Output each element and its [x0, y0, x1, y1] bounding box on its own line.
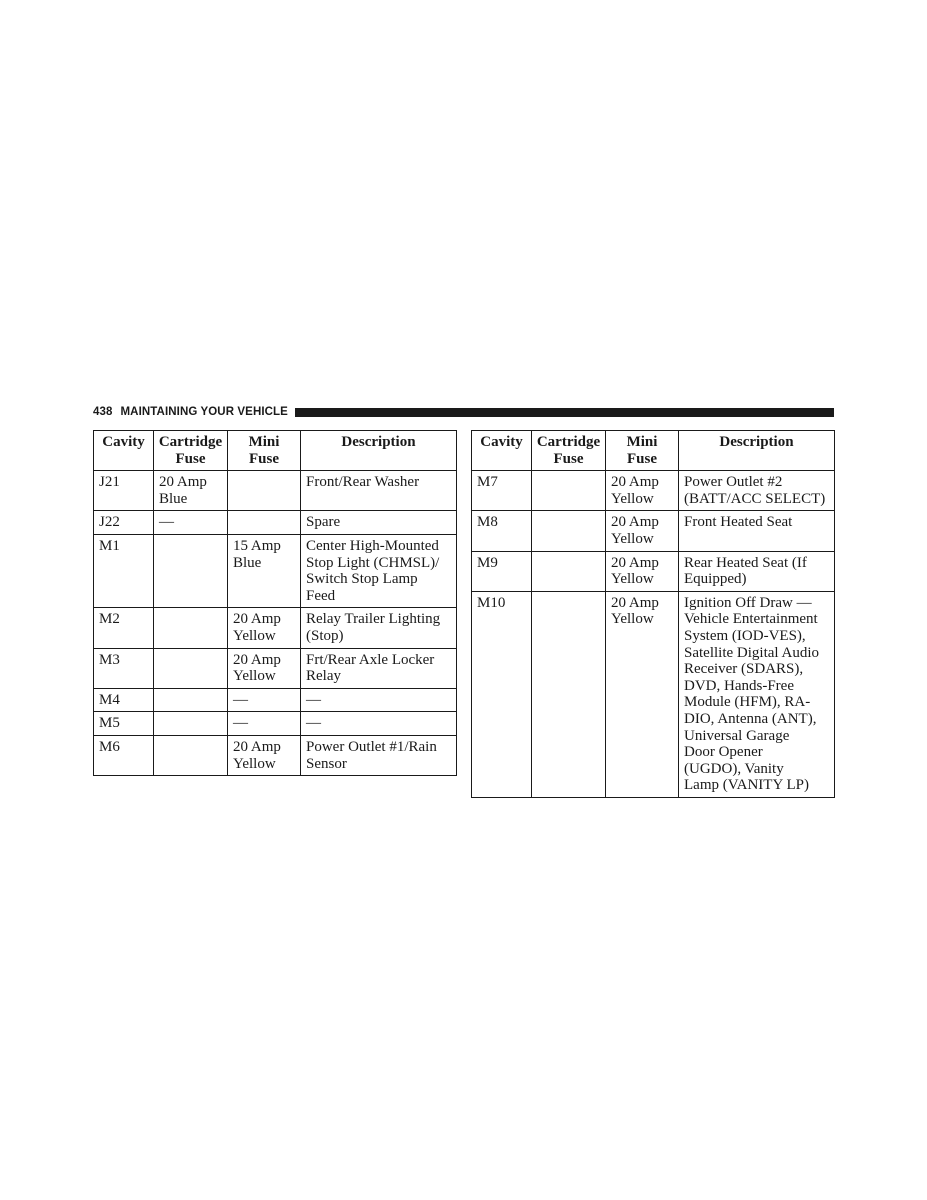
cell-line: Lamp (VANITY LP) [684, 777, 809, 794]
cavity-cell: M1 [94, 534, 154, 607]
description-cell [301, 608, 457, 648]
description-cell [679, 471, 835, 511]
cell-line: 20 Amp [233, 611, 281, 628]
column-header-description: Description [301, 431, 457, 471]
column-header-cavity: Cavity [472, 431, 532, 471]
cell-line: DIO, Antenna (ANT), [684, 710, 817, 727]
cell-line: (UGDO), Vanity [684, 760, 784, 777]
table-row [94, 511, 457, 535]
cartridge-fuse-cell [154, 534, 228, 607]
cell-line: Sensor [306, 755, 347, 772]
description-cell [679, 551, 835, 591]
cell-line: 20 Amp [233, 651, 281, 668]
description-cell [301, 534, 457, 607]
cell-line: Yellow [233, 755, 276, 772]
cell-line: 15 Amp [233, 537, 281, 554]
page-header [93, 404, 834, 420]
cartridge-fuse-cell [154, 608, 228, 648]
cartridge-fuse-cell [532, 591, 606, 797]
cartridge-fuse-cell [532, 471, 606, 511]
cartridge-fuse-cell [532, 551, 606, 591]
cell-line: Door Opener [684, 744, 763, 761]
fuse-table-left [93, 430, 457, 776]
table-row [94, 648, 457, 688]
cartridge-fuse-cell [154, 511, 228, 535]
cell-line: Yellow [611, 490, 654, 507]
cell-line: — [306, 715, 321, 732]
cell-line: 20 Amp [611, 554, 659, 571]
column-header-mini-fuse: Mini Fuse [606, 431, 679, 471]
cell-line: Relay Trailer Lighting [306, 611, 441, 628]
mini-fuse-cell [606, 591, 679, 797]
cavity-cell: J22 [94, 511, 154, 535]
description-cell [301, 712, 457, 736]
cell-line: Power Outlet #2 [684, 474, 783, 491]
cavity-cell: J21 [94, 471, 154, 511]
table-row [472, 511, 835, 551]
cell-line: Vehicle Entertainment [684, 611, 818, 628]
description-cell [301, 511, 457, 535]
table-row [94, 471, 457, 511]
cell-line: Yellow [233, 668, 276, 685]
table-row [472, 471, 835, 511]
description-cell [679, 511, 835, 551]
cell-line: — [159, 514, 174, 531]
cavity-cell: M6 [94, 735, 154, 775]
cavity-cell: M5 [94, 712, 154, 736]
cell-line: — [306, 691, 321, 708]
cavity-cell: M3 [94, 648, 154, 688]
table-row [94, 688, 457, 712]
cell-line: 20 Amp [611, 474, 659, 491]
cell-line: Power Outlet #1/Rain [306, 738, 437, 755]
cavity-cell: M9 [472, 551, 532, 591]
cell-line: Front/Rear Washer [306, 474, 420, 491]
cell-line: Frt/Rear Axle Locker [306, 651, 435, 668]
table-row [472, 551, 835, 591]
mini-fuse-cell [606, 511, 679, 551]
cavity-cell: M8 [472, 511, 532, 551]
table-row [94, 712, 457, 736]
cell-line: Blue [159, 490, 188, 507]
cell-line: 20 Amp [611, 514, 659, 531]
table-header-row [94, 431, 457, 471]
cavity-cell: M10 [472, 591, 532, 797]
description-cell [301, 471, 457, 511]
cell-line: Stop Light (CHMSL)/ [306, 554, 440, 571]
section-title: MAINTAINING YOUR VEHICLE [120, 406, 288, 418]
mini-fuse-cell [228, 534, 301, 607]
cartridge-fuse-cell [154, 688, 228, 712]
mini-fuse-cell [228, 688, 301, 712]
fuse-table-right [471, 430, 835, 798]
table-row [94, 608, 457, 648]
cell-line: — [233, 715, 248, 732]
description-cell [301, 648, 457, 688]
cell-line: 20 Amp [233, 738, 281, 755]
cell-line: Yellow [611, 611, 654, 628]
cell-line: Yellow [611, 530, 654, 547]
cell-line: Relay [306, 668, 341, 685]
cell-line: Yellow [233, 627, 276, 644]
description-cell [301, 688, 457, 712]
cell-line: DVD, Hands-Free [684, 677, 794, 694]
cell-line: Rear Heated Seat (If [684, 554, 807, 571]
header-rule [295, 408, 834, 417]
cell-line: Blue [233, 554, 262, 571]
column-header-cartridge-fuse: Cartridge Fuse [532, 431, 606, 471]
cell-line: Feed [306, 587, 336, 604]
mini-fuse-cell [228, 471, 301, 511]
mini-fuse-cell [228, 511, 301, 535]
cartridge-fuse-cell [154, 735, 228, 775]
cartridge-fuse-cell [532, 511, 606, 551]
column-header-description: Description [679, 431, 835, 471]
cell-line: Module (HFM), RA- [684, 694, 811, 711]
cell-line: Ignition Off Draw — [684, 594, 812, 611]
column-header-mini-fuse: Mini Fuse [228, 431, 301, 471]
mini-fuse-cell [228, 735, 301, 775]
column-header-cartridge-fuse: Cartridge Fuse [154, 431, 228, 471]
cell-line: 20 Amp [159, 474, 207, 491]
table-header-row [472, 431, 835, 471]
cell-line: Switch Stop Lamp [306, 571, 418, 588]
cell-line: Spare [306, 514, 341, 531]
cell-line: (BATT/ACC SELECT) [684, 490, 826, 507]
page-number: 438 [93, 406, 113, 418]
mini-fuse-cell [606, 471, 679, 511]
column-header-cavity: Cavity [94, 431, 154, 471]
mini-fuse-cell [228, 712, 301, 736]
cavity-cell: M4 [94, 688, 154, 712]
cell-line: — [233, 691, 248, 708]
cell-line: System (IOD-VES), [684, 627, 806, 644]
table-row [94, 735, 457, 775]
cartridge-fuse-cell [154, 712, 228, 736]
cell-line: (Stop) [306, 627, 344, 644]
cell-line: Universal Garage [684, 727, 790, 744]
cell-line: Equipped) [684, 571, 747, 588]
cavity-cell: M2 [94, 608, 154, 648]
cartridge-fuse-cell [154, 471, 228, 511]
table-row [472, 591, 835, 797]
cartridge-fuse-cell [154, 648, 228, 688]
mini-fuse-cell [606, 551, 679, 591]
cell-line: Yellow [611, 571, 654, 588]
cell-line: Front Heated Seat [684, 514, 793, 531]
description-cell [301, 735, 457, 775]
mini-fuse-cell [228, 648, 301, 688]
description-cell [679, 591, 835, 797]
table-row [94, 534, 457, 607]
cavity-cell: M7 [472, 471, 532, 511]
cell-line: 20 Amp [611, 594, 659, 611]
cell-line: Center High-Mounted [306, 537, 439, 554]
mini-fuse-cell [228, 608, 301, 648]
cell-line: Receiver (SDARS), [684, 661, 804, 678]
cell-line: Satellite Digital Audio [684, 644, 819, 661]
